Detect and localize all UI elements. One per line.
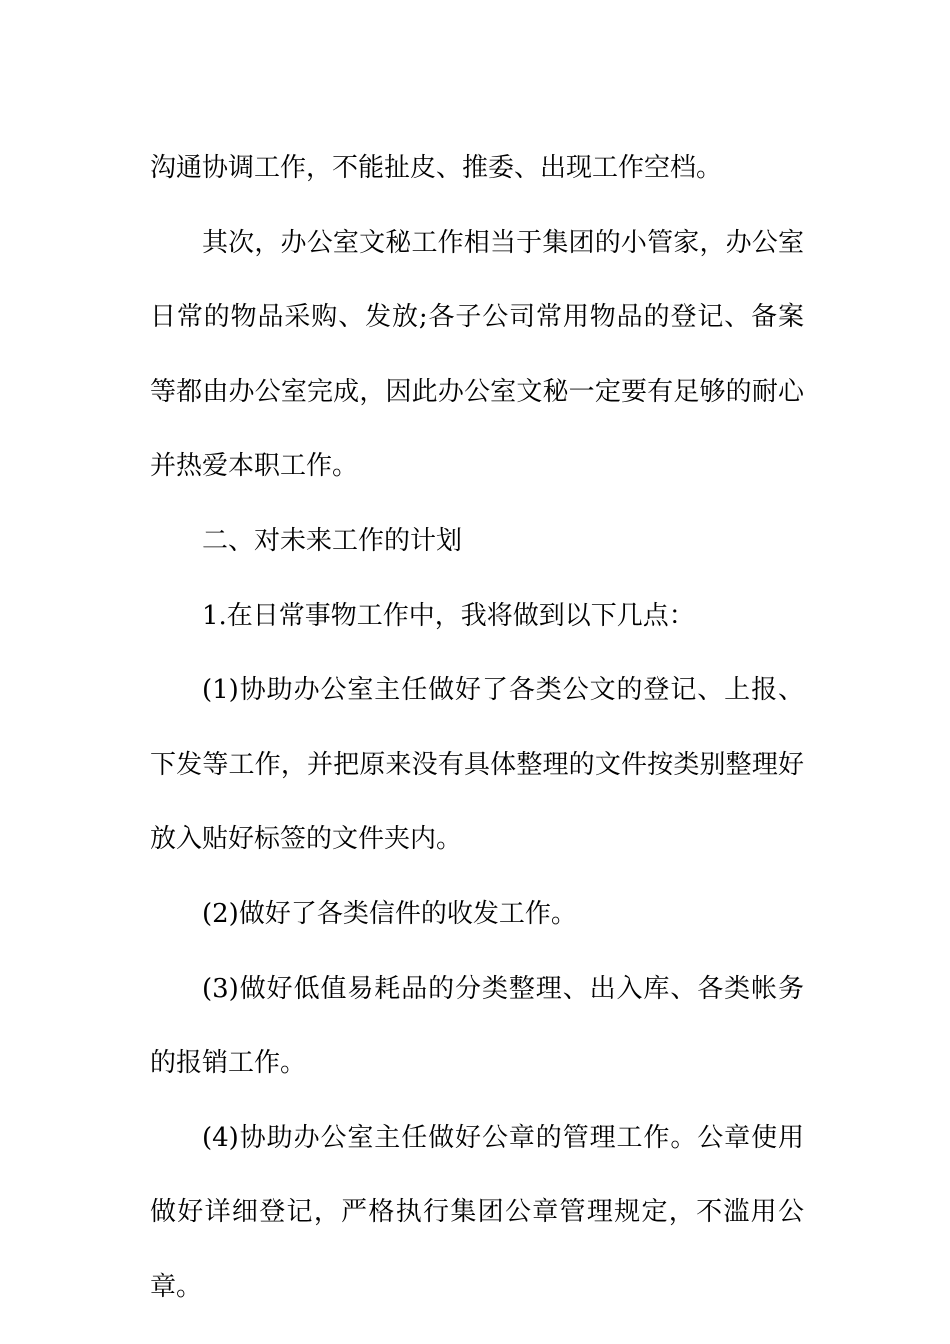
list-item-2: (2)做好了各类信件的收发工作。 (202, 898, 577, 929)
paragraph-daily-affairs-intro: 1.在日常事物工作中，我将做到以下几点： (202, 600, 695, 631)
list-item-1: (1)协助办公室主任做好了各类公文的登记、上报、下发等工作，并把原来没有具体整理的文件按类别整理好放入贴好标签的文件夹内。 (150, 675, 804, 855)
list-item-4: (4)协助办公室主任做好公章的管理工作。公章使用做好详细登记，严格执行集团公章管理规定，不滥用公章。 (150, 1122, 804, 1302)
paragraph-office-secretary-role: 其次，办公室文秘工作相当于集团的小管家，办公室日常的物品采购、发放;各子公司常用物品的登记、备案等都由办公室完成，因此办公室文秘一定要有足够的耐心并热爱本职工作。 (150, 227, 804, 482)
list-item-3: (3)做好低值易耗品的分类整理、出入库、各类帐务的报销工作。 (150, 973, 804, 1079)
document-body (150, 131, 804, 1325)
paragraph-continuation: 沟通协调工作，不能扯皮、推委、出现工作空档。 (150, 153, 723, 183)
section-heading-future-plan: 二、对未来工作的计划 (202, 525, 463, 556)
